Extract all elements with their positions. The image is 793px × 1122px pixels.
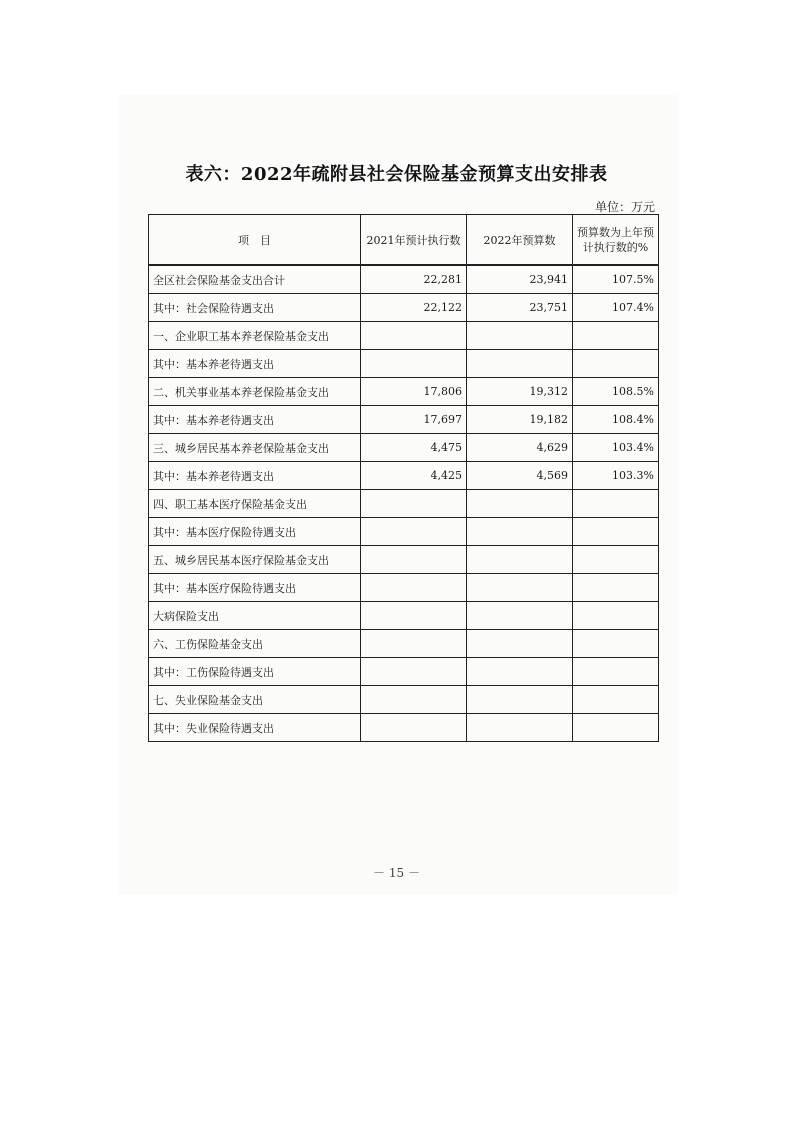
row-item-label: 其中：基本养老待遇支出 bbox=[149, 406, 361, 434]
row-percent-value bbox=[573, 350, 659, 378]
row-item-label: 五、城乡居民基本医疗保险基金支出 bbox=[149, 546, 361, 574]
row-2022-value: 4,569 bbox=[467, 462, 573, 490]
row-percent-value: 108.4% bbox=[573, 406, 659, 434]
row-2022-value: 4,629 bbox=[467, 434, 573, 462]
header-item: 项 目 bbox=[149, 215, 361, 266]
row-percent-value bbox=[573, 518, 659, 546]
row-2021-value bbox=[361, 350, 467, 378]
row-item-label: 其中：基本医疗保险待遇支出 bbox=[149, 574, 361, 602]
row-item-label: 三、城乡居民基本养老保险基金支出 bbox=[149, 434, 361, 462]
row-2022-value bbox=[467, 658, 573, 686]
row-item-label: 大病保险支出 bbox=[149, 602, 361, 630]
table-row bbox=[149, 518, 659, 546]
table-title: 表六：2022年疏附县社会保险基金预算支出安排表 bbox=[185, 164, 608, 185]
row-2021-value bbox=[361, 630, 467, 658]
row-percent-value bbox=[573, 714, 659, 742]
table-row bbox=[149, 546, 659, 574]
row-percent-value bbox=[573, 574, 659, 602]
row-2021-value bbox=[361, 658, 467, 686]
row-item-label: 其中：工伤保险待遇支出 bbox=[149, 658, 361, 686]
table-row bbox=[149, 490, 659, 518]
table-row bbox=[149, 462, 659, 490]
row-2021-value bbox=[361, 322, 467, 350]
row-item-label: 四、职工基本医疗保险基金支出 bbox=[149, 490, 361, 518]
row-percent-value: 108.5% bbox=[573, 378, 659, 406]
row-percent-value: 107.4% bbox=[573, 294, 659, 322]
row-item-label: 七、失业保险基金支出 bbox=[149, 686, 361, 714]
table-row bbox=[149, 602, 659, 630]
row-item-label: 其中：基本养老待遇支出 bbox=[149, 462, 361, 490]
header-2021-estimate: 2021年预计执行数 bbox=[361, 215, 467, 266]
table-row bbox=[149, 574, 659, 602]
budget-expenditure-table bbox=[148, 214, 659, 742]
row-2022-value bbox=[467, 630, 573, 658]
row-percent-value bbox=[573, 686, 659, 714]
row-2021-value: 22,122 bbox=[361, 294, 467, 322]
row-2022-value bbox=[467, 714, 573, 742]
row-item-label: 二、机关事业基本养老保险基金支出 bbox=[149, 378, 361, 406]
row-2021-value bbox=[361, 546, 467, 574]
row-2022-value bbox=[467, 350, 573, 378]
row-2022-value bbox=[467, 686, 573, 714]
table-row bbox=[149, 658, 659, 686]
row-2021-value bbox=[361, 714, 467, 742]
row-2022-value: 23,941 bbox=[467, 265, 573, 294]
table-row bbox=[149, 350, 659, 378]
row-percent-value: 103.4% bbox=[573, 434, 659, 462]
row-2021-value: 4,475 bbox=[361, 434, 467, 462]
unit-label: 单位：万元 bbox=[594, 200, 655, 214]
row-2021-value bbox=[361, 602, 467, 630]
row-2022-value bbox=[467, 546, 573, 574]
table-row bbox=[149, 434, 659, 462]
row-2022-value: 19,182 bbox=[467, 406, 573, 434]
row-2021-value: 22,281 bbox=[361, 265, 467, 294]
row-item-label: 其中：失业保险待遇支出 bbox=[149, 714, 361, 742]
row-2022-value: 23,751 bbox=[467, 294, 573, 322]
row-2021-value bbox=[361, 518, 467, 546]
table-row bbox=[149, 714, 659, 742]
row-item-label: 六、工伤保险基金支出 bbox=[149, 630, 361, 658]
row-2022-value bbox=[467, 518, 573, 546]
row-2021-value bbox=[361, 574, 467, 602]
row-2021-value bbox=[361, 490, 467, 518]
table-row bbox=[149, 630, 659, 658]
row-2022-value bbox=[467, 490, 573, 518]
row-2022-value bbox=[467, 574, 573, 602]
row-2022-value bbox=[467, 602, 573, 630]
table-row bbox=[149, 406, 659, 434]
row-item-label: 一、企业职工基本养老保险基金支出 bbox=[149, 322, 361, 350]
row-percent-value: 103.3% bbox=[573, 462, 659, 490]
row-percent-value bbox=[573, 490, 659, 518]
header-percent: 预算数为上年预计执行数的% bbox=[573, 215, 659, 266]
row-2021-value bbox=[361, 686, 467, 714]
table-row bbox=[149, 322, 659, 350]
row-item-label: 其中：社会保险待遇支出 bbox=[149, 294, 361, 322]
row-2021-value: 17,806 bbox=[361, 378, 467, 406]
row-item-label: 全区社会保险基金支出合计 bbox=[149, 265, 361, 294]
table-body bbox=[149, 265, 659, 742]
row-percent-value bbox=[573, 322, 659, 350]
row-percent-value bbox=[573, 602, 659, 630]
table-row bbox=[149, 686, 659, 714]
page-number: － 15 － bbox=[373, 866, 420, 880]
row-2022-value bbox=[467, 322, 573, 350]
header-2022-budget: 2022年预算数 bbox=[467, 215, 573, 266]
row-percent-value: 107.5% bbox=[573, 265, 659, 294]
row-item-label: 其中：基本养老待遇支出 bbox=[149, 350, 361, 378]
table-header-row bbox=[149, 215, 659, 266]
table-row bbox=[149, 265, 659, 294]
row-2021-value: 17,697 bbox=[361, 406, 467, 434]
row-percent-value bbox=[573, 630, 659, 658]
row-2021-value: 4,425 bbox=[361, 462, 467, 490]
row-item-label: 其中：基本医疗保险待遇支出 bbox=[149, 518, 361, 546]
table-row bbox=[149, 294, 659, 322]
row-percent-value bbox=[573, 658, 659, 686]
row-2022-value: 19,312 bbox=[467, 378, 573, 406]
row-percent-value bbox=[573, 546, 659, 574]
table-row bbox=[149, 378, 659, 406]
